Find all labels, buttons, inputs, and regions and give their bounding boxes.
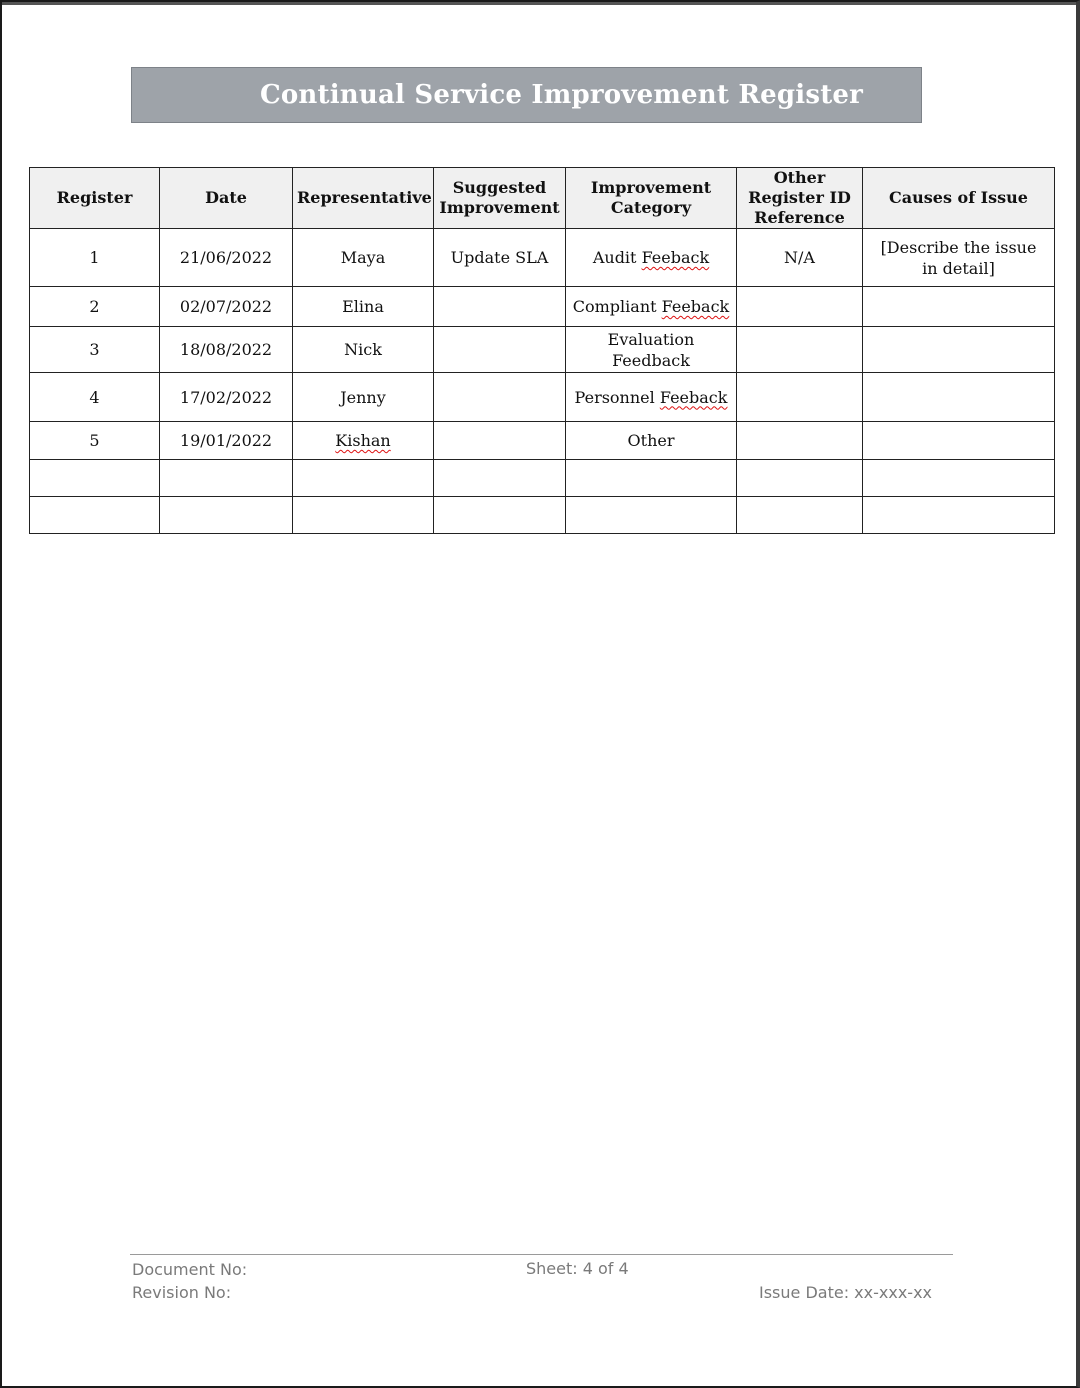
header-suggested-improvement: Suggested Improvement <box>434 168 566 229</box>
cell-improvement-category <box>566 422 737 460</box>
footer-revision-no: Revision No: <box>132 1283 232 1302</box>
footer-sheet-number: Sheet: 4 of 4 <box>526 1259 629 1278</box>
cell-date: 18/08/2022 <box>160 327 293 373</box>
cell-empty <box>863 497 1055 534</box>
cell-causes-of-issue <box>863 327 1055 373</box>
cell-representative: Maya <box>293 229 434 287</box>
cell-register: 5 <box>30 422 160 460</box>
cell-causes-of-issue <box>863 422 1055 460</box>
table-row <box>30 373 1055 422</box>
title-banner <box>131 67 922 123</box>
cell-improvement-category <box>566 373 737 422</box>
cell-register: 3 <box>30 327 160 373</box>
spellcheck-flagged-word: Kishan <box>335 431 391 450</box>
cell-empty <box>737 497 863 534</box>
cell-empty <box>30 497 160 534</box>
register-table <box>29 167 1055 534</box>
cell-date: 02/07/2022 <box>160 287 293 327</box>
cell-other-register-id <box>737 373 863 422</box>
cell-suggested-improvement: Update SLA <box>434 229 566 287</box>
cell-improvement-category <box>566 229 737 287</box>
cell-causes-of-issue <box>863 287 1055 327</box>
cell-date: 19/01/2022 <box>160 422 293 460</box>
cell-suggested-improvement <box>434 373 566 422</box>
cell-empty <box>160 497 293 534</box>
table-header-row <box>30 168 1055 229</box>
cell-other-register-id: N/A <box>737 229 863 287</box>
table-row <box>30 422 1055 460</box>
category-text: Personnel <box>574 387 660 407</box>
table-row-empty <box>30 497 1055 534</box>
cell-other-register-id <box>737 287 863 327</box>
page-top-edge <box>2 2 1076 5</box>
table-row <box>30 229 1055 287</box>
category-text: Evaluation Feedback <box>607 329 695 370</box>
cell-causes-of-issue <box>863 373 1055 422</box>
spellcheck-flagged-word: Feeback <box>641 248 710 267</box>
header-improvement-category: Improvement Category <box>566 168 737 229</box>
spellcheck-flagged-word: Feeback <box>659 387 728 407</box>
cell-empty <box>566 497 737 534</box>
cell-other-register-id <box>737 327 863 373</box>
cell-empty <box>293 497 434 534</box>
category-text: Audit <box>592 248 642 267</box>
cell-other-register-id <box>737 422 863 460</box>
spellcheck-flagged-word: Feeback <box>661 297 730 316</box>
cell-empty <box>737 460 863 497</box>
table-row <box>30 287 1055 327</box>
footer-divider <box>130 1254 953 1255</box>
cell-date: 17/02/2022 <box>160 373 293 422</box>
cell-representative: Nick <box>293 327 434 373</box>
cell-empty <box>863 460 1055 497</box>
cell-empty <box>293 460 434 497</box>
cell-empty <box>434 460 566 497</box>
cell-causes-of-issue: [Describe the issue in detail] <box>863 229 1055 287</box>
cell-suggested-improvement <box>434 287 566 327</box>
header-other-register-id-reference: Other Register ID Reference <box>737 168 863 229</box>
cell-suggested-improvement <box>434 422 566 460</box>
cell-empty <box>160 460 293 497</box>
header-register: Register <box>30 168 160 229</box>
cell-empty <box>30 460 160 497</box>
document-title: Continual Service Improvement Register <box>259 80 864 110</box>
footer-issue-date: Issue Date: xx-xxx-xx <box>759 1283 933 1302</box>
header-causes-of-issue: Causes of Issue <box>863 168 1055 229</box>
cell-empty <box>434 497 566 534</box>
cell-date: 21/06/2022 <box>160 229 293 287</box>
footer-document-no: Document No: <box>132 1260 248 1279</box>
cell-register: 4 <box>30 373 160 422</box>
table-row-empty <box>30 460 1055 497</box>
cell-representative: Jenny <box>293 373 434 422</box>
category-text: Other <box>627 431 675 450</box>
header-representative: Representative <box>293 168 434 229</box>
cell-representative <box>293 422 434 460</box>
header-date: Date <box>160 168 293 229</box>
cell-suggested-improvement <box>434 327 566 373</box>
table-row <box>30 327 1055 373</box>
cell-improvement-category <box>566 327 737 373</box>
cell-representative: Elina <box>293 287 434 327</box>
cell-register: 1 <box>30 229 160 287</box>
cell-improvement-category <box>566 287 737 327</box>
cell-register: 2 <box>30 287 160 327</box>
category-text: Compliant <box>572 297 662 316</box>
cell-empty <box>566 460 737 497</box>
